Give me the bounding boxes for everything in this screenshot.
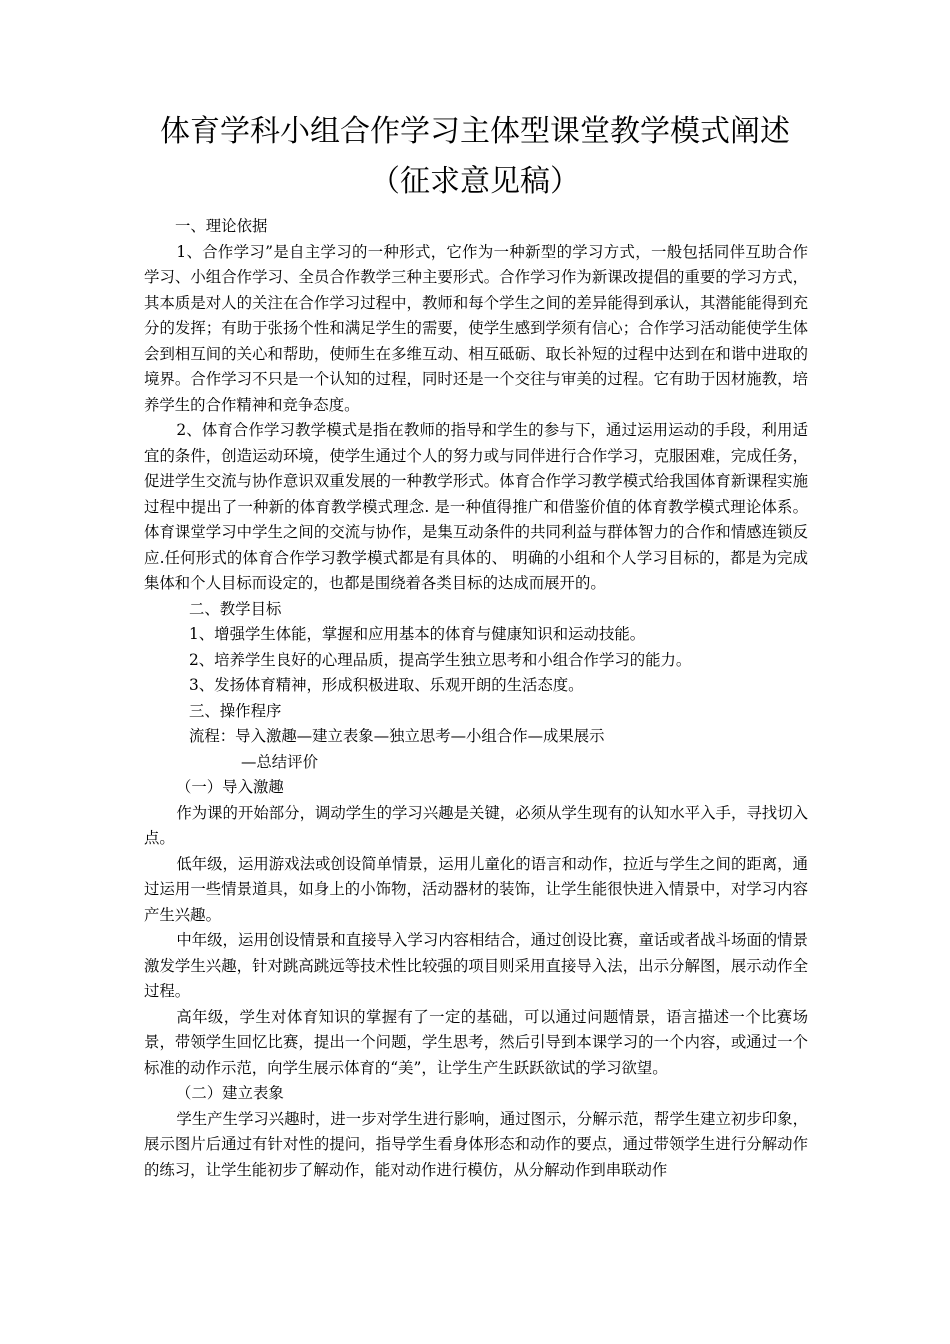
flow-line-continued: —总结评价 (241, 752, 318, 771)
paragraph: 低年级，运用游戏法或创设简单情景，运用儿童化的语言和动作，拉近与学生之间的距离，通过运用一些情景道具，如身上的小饰物，活动器材的装饰，让学生能很快进入情景中，对学习内容产生兴趣。 (144, 854, 808, 924)
subsection-heading-intro: （一）导入激趣 (176, 778, 284, 796)
section-heading-procedure: 三、操作程序 (189, 701, 282, 720)
paragraph: 高年级，学生对体育知识的掌握有了一定的基础，可以通过问题情景，语言描述一个比赛场景，带领学生回忆比赛，提出一个问题，学生思考，然后引导到本课学习的一个内容，或通过一个标准的动作示范，向学生展示体育的“美”，让学生产生跃跃欲试的学习欲望。 (144, 1007, 808, 1077)
flow-line: 流程：导入激趣—建立表象—独立思考—小组合作—成果展示 (189, 727, 605, 745)
section-heading-theory: 一、理论依据 (175, 217, 268, 235)
document-title: 体育学科小组合作学习主体型课堂教学模式阐述 (160, 114, 790, 149)
paragraph: 中年级，运用创设情景和直接导入学习内容相结合，通过创设比赛，童话或者战斗场面的情景激发学生兴趣，针对跳高跳远等技术性比较强的项目则采用直接导入法，出示分解图，展示动作全过程。 (144, 931, 808, 1000)
section-heading-goals: 二、教学目标 (189, 599, 282, 618)
document-body (144, 214, 808, 1183)
goal-item: 3、发扬体育精神，形成积极进取、乐观开朗的生活态度。 (189, 676, 584, 694)
subsection-heading-representation: （二）建立表象 (176, 1084, 284, 1102)
paragraph: 2、体育合作学习教学模式是指在教师的指导和学生的参与下，通过运用运动的手段，利用适宜的条件，创造运动环境，使学生通过个人的努力或与同伴进行合作学习，克服困难，完成任务，促进学生交流与协作意识双重发展的一种教学形式。体育合作学习教学模式给我国体育新课程实施过程中提出了一种新的体育教学模式理念. 是一种值得推广和借鉴价值的体育教学模式理论体系。体育课堂学习中学生之间的交流与协作，是集互动条件的共同利益与群体智力的合作和情感连锁反应.任何形式的体育合作学习教学模式都是有具体的、 明确的小组和个人学习目标的，都是为完成集体和个人目标而设定的，也都是围绕着各类目标的达成而展开的。 (144, 421, 808, 592)
paragraph: 1、合作学习”是自主学习的一种形式，它作为一种新型的学习方式，一般包括同伴互助合作学习、小组合作学习、全员合作教学三种主要形式。合作学习作为新课改提倡的重要的学习方式，其本质是对人的关注在合作学习过程中，教师和每个学生之间的差异能得到承认，其潜能能得到充分的发挥；有助于张扬个性和满足学生的需要，使学生感到学须有信心；合作学习活动能使学生体会到相互间的关心和帮助，使师生在多维互动、相互砥砺、取长补短的过程中达到在和谐中进取的境界。合作学习不只是一个认知的过程，同时还是一个交往与审美的过程。它有助于因材施教，培养学生的合作精神和竞争态度。 (144, 242, 808, 414)
paragraph: 学生产生学习兴趣时，进一步对学生进行影响，通过图示，分解示范，帮学生建立初步印象，展示图片后通过有针对性的提问，指导学生看身体形态和动作的要点，通过带领学生进行分解动作的练习，让学生能初步了解动作，能对动作进行模仿，从分解动作到串联动作 (144, 1109, 808, 1179)
paragraph: 作为课的开始部分，调动学生的学习兴趣是关键，必须从学生现有的认知水平入手，寻找切入点。 (144, 803, 808, 847)
goal-item: 1、增强学生体能，掌握和应用基本的体育与健康知识和运动技能。 (189, 625, 646, 643)
goal-item: 2、培养学生良好的心理品质，提高学生独立思考和小组合作学习的能力。 (189, 650, 692, 669)
document-subtitle: （征求意见稿） (370, 164, 580, 199)
